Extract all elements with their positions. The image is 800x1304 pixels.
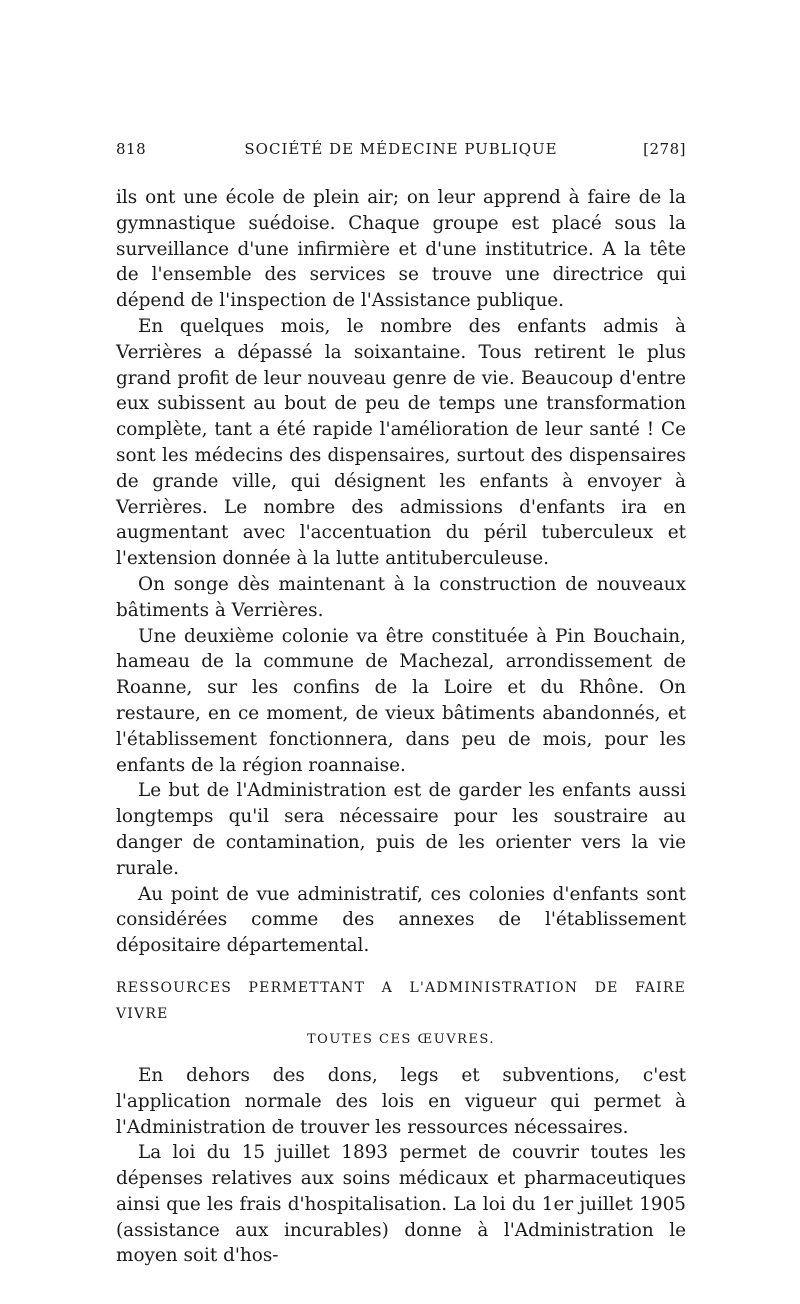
paragraph: Une deuxième colonie va être constituée à Pin Bouchain, hameau de la commune de Machezal, arrondissement de Roanne, sur les confins de la Loire et du Rhône. On restaure, en ce moment, de vieux bâtiments abandonnés, et l'établissement fonctionnera, dans peu de mois, pour les enfants de la région roannaise. (116, 625, 686, 776)
running-title: SOCIÉTÉ DE MÉDECINE PUBLIQUE (244, 140, 558, 158)
section-heading-line-2: TOUTES CES ŒUVRES. (307, 1031, 495, 1047)
paragraph: En dehors des dons, legs et subventions, c'est l'application normale des lois en vigueur qui permet à l'Administration de trouver les ressources nécessaires. (116, 1064, 686, 1138)
paragraph: ils ont une école de plein air; on leur apprend à faire de la gymnastique suédoise. Chaque groupe est placé sous la surveillance d'une infirmière et d'une institutrice. A la tête de l'ensemble des services se trouve une directrice qui dépend de l'inspection de l'Assistance publique. (116, 187, 686, 312)
paragraph: La loi du 15 juillet 1893 permet de couvrir toutes les dépenses relatives aux soins médicaux et pharmaceutiques ainsi que les frais d'hospitalisation. La loi du 1er juillet 1905 (assistance aux incurables) donne à l'Administration le moyen soit d'hos- (116, 1142, 686, 1267)
document-page (116, 140, 686, 1269)
running-header (116, 140, 686, 164)
body-text (116, 185, 686, 1269)
paragraph: Au point de vue administratif, ces colonies d'enfants sont considérées comme des annexes de l'établissement dépositaire départemental. (116, 883, 686, 957)
paragraph: En quelques mois, le nombre des enfants admis à Verrières a dépassé la soixantaine. Tous retirent le plus grand profit de leur nouveau genre de vie. Beaucoup d'entre eux subissent au bout de peu de temps une transformation complète, tant a été rapide l'amélioration de leur santé ! Ce sont les médecins des dispensaires, surtout des dispensaires de grande ville, qui désignent les enfants à envoyer à Verrières. Le nombre des admissions d'enfants ira en augmentant avec l'accentuation du péril tuberculeux et l'extension donnée à la lutte antituberculeuse. (116, 315, 686, 570)
section-heading-line-1: RESSOURCES PERMETTANT A L'ADMINISTRATION DE FAIRE VIVRE (116, 979, 686, 1022)
section-heading (116, 975, 686, 1053)
page-number: 818 (116, 140, 147, 158)
page-reference: [278] (643, 140, 686, 158)
paragraph: Le but de l'Administration est de garder les enfants aussi longtemps qu'il sera nécessaire pour les soustraire au danger de contamination, puis de les orienter vers la vie rurale. (116, 780, 686, 879)
paragraph: On songe dès maintenant à la construction de nouveaux bâtiments à Verrières. (116, 573, 686, 621)
